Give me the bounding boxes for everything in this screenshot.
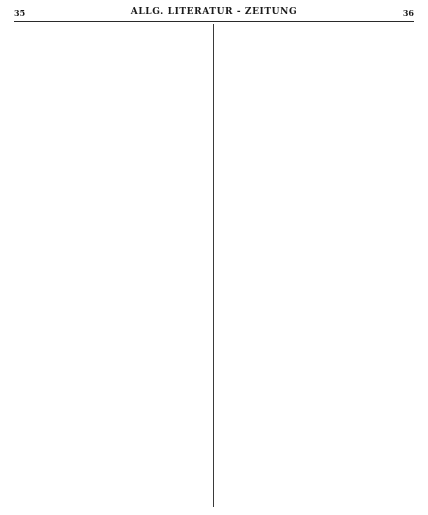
paragraph: [223, 24, 414, 30]
paragraph: [14, 42, 205, 48]
text-columns: [14, 24, 414, 507]
paragraph: [14, 60, 205, 66]
page-header: [14, 6, 414, 22]
column-number: 36: [402, 8, 414, 18]
paragraph: [223, 42, 414, 48]
paragraph: [14, 69, 205, 75]
page-number: 35: [14, 8, 26, 18]
paragraph: [223, 60, 414, 66]
paragraph: [223, 51, 414, 57]
right-column: [223, 24, 414, 507]
paragraph: [14, 33, 205, 39]
paragraph: [14, 51, 205, 57]
paragraph: [223, 69, 414, 75]
paragraph: [14, 24, 205, 30]
left-column: [14, 24, 205, 507]
paragraph: [223, 33, 414, 39]
column-divider: [213, 24, 214, 507]
running-title: ALLG. LITERATUR - ZEITUNG: [130, 7, 298, 17]
